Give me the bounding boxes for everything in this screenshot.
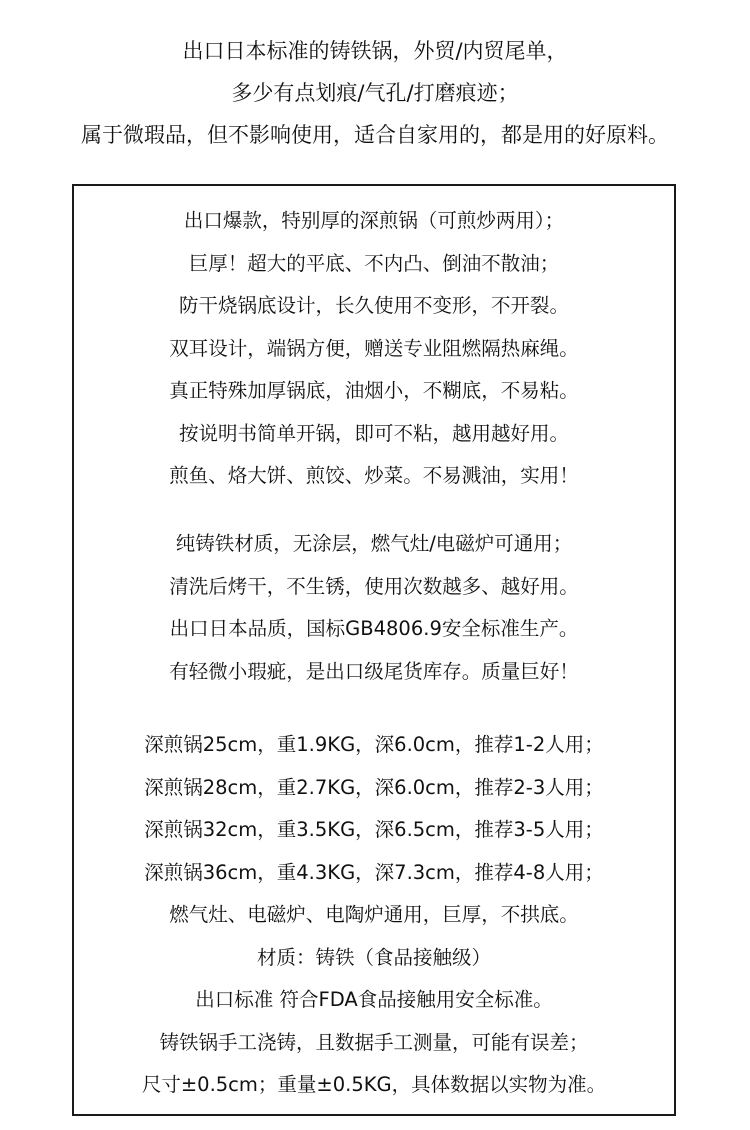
spec-line: 材质：铸铁（食品接触级） [256, 945, 491, 969]
feature-line: 双耳设计，端锅方便，赠送专业阻燃隔热麻绳。 [169, 336, 579, 360]
spec-line: 尺寸±0.5cm；重量±0.5KG，具体数据以实物为准。 [141, 1073, 607, 1096]
header-notice [0, 30, 750, 156]
spec-line: 深煎锅25cm，重1.9KG，深6.0cm，推荐1-2人用； [144, 733, 604, 756]
spec-line: 深煎锅32cm，重3.5KG，深6.5cm，推荐3-5人用； [144, 818, 604, 841]
material-block [74, 523, 674, 693]
spec-line: 燃气灶、电磁炉、电陶炉通用，巨厚，不拱底。 [169, 903, 579, 926]
feature-line: 真正特殊加厚锅底，油烟小，不糊底，不易粘。 [169, 379, 579, 402]
feature-line: 煎鱼、烙大饼、煎饺、炒菜。不易溅油，实用！ [169, 464, 579, 487]
product-description-box [72, 184, 676, 1116]
header-line: 出口日本标准的铸铁锅，外贸/内贸尾单， [182, 39, 568, 63]
specs-block [74, 724, 674, 1107]
feature-line: 防干烧锅底设计，长久使用不变形，不开裂。 [178, 294, 569, 317]
features-block [74, 200, 674, 498]
header-line: 多少有点划痕/气孔/打磨痕迹； [231, 81, 519, 105]
material-line: 有轻微小瑕疵，是出口级尾货库存。质量巨好！ [169, 659, 579, 683]
feature-line: 巨厚！超大的平底、不内凸、倒油不散油； [188, 251, 560, 275]
material-line: 出口日本品质，国标GB4806.9安全标准生产。 [169, 617, 579, 640]
material-line: 清洗后烤干，不生锈，使用次数越多、越好用。 [169, 574, 579, 598]
spec-line: 出口标准 符合FDA食品接触用安全标准。 [195, 988, 553, 1011]
feature-line: 按说明书简单开锅，即可不粘，越用越好用。 [178, 421, 569, 445]
feature-line: 出口爆款，特别厚的深煎锅（可煎炒两用）； [183, 209, 565, 232]
header-line: 属于微瑕品，但不影响使用，适合自家用的，都是用的好原料。 [81, 123, 669, 147]
spec-line: 铸铁锅手工浇铸，且数据手工测量，可能有误差； [159, 1030, 589, 1054]
spec-line: 深煎锅28cm，重2.7KG，深6.0cm，推荐2-3人用； [144, 775, 604, 799]
material-line: 纯铸铁材质，无涂层，燃气灶/电磁炉可通用； [175, 532, 573, 555]
spec-line: 深煎锅36cm，重4.3KG，深7.3cm，推荐4-8人用； [144, 860, 604, 884]
